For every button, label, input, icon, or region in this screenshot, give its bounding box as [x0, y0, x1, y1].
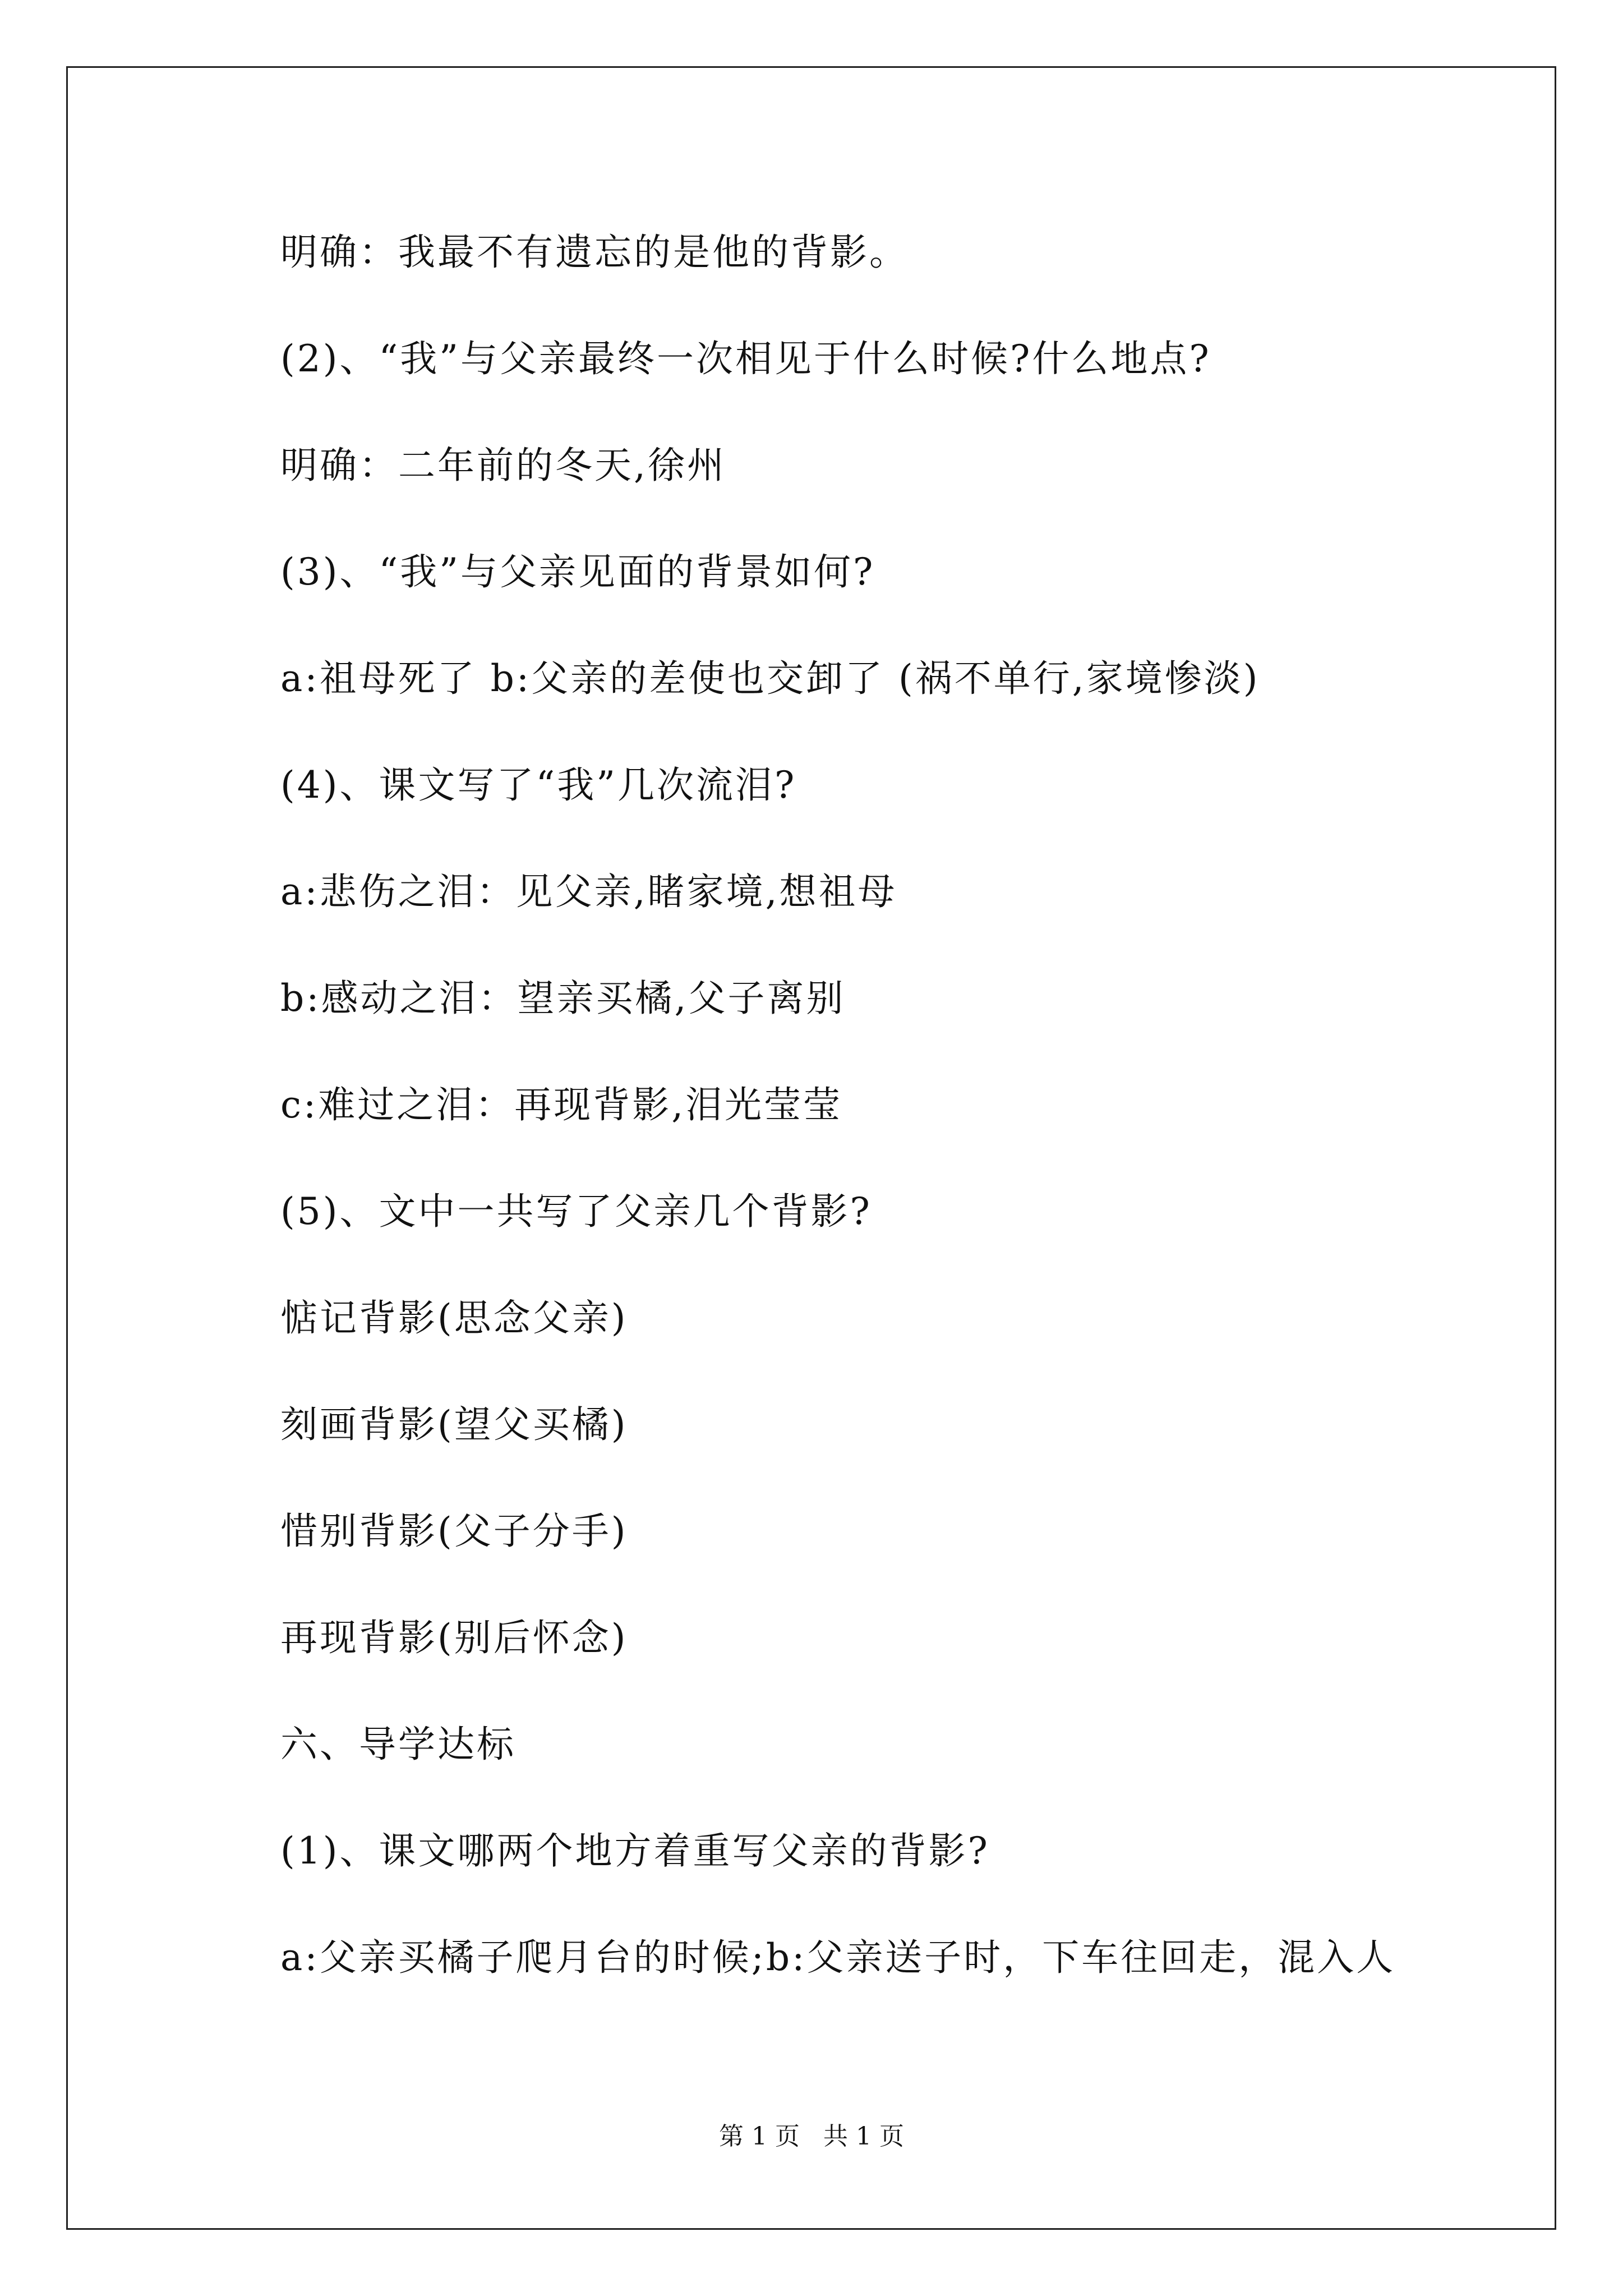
text-line: a:悲伤之泪：见父亲,睹家境,想祖母: [280, 870, 897, 913]
text-line: 刻画背影(望父买橘): [280, 1403, 628, 1446]
section-heading: 六、导学达标: [280, 1723, 516, 1766]
text-line: (3)、“我”与父亲见面的背景如何?: [280, 550, 875, 593]
text-line: (4)、课文写了“我”几次流泪?: [280, 763, 797, 807]
text-line: 惜别背影(父子分手): [280, 1510, 628, 1553]
text-line: (1)、课文哪两个地方着重写父亲的背影?: [280, 1829, 990, 1872]
text-line: (2)、“我”与父亲最终一次相见于什么时候?什么地点?: [280, 337, 1211, 380]
text-line: a:祖母死了 b:父亲的差使也交卸了 (祸不单行,家境惨淡): [280, 657, 1260, 700]
text-line: 再现背影(别后怀念): [280, 1616, 628, 1659]
text-line: b:感动之泪：望亲买橘,父子离别: [280, 977, 846, 1020]
text-line: 明确：二年前的冬天,徐州: [280, 444, 726, 487]
text-line: a:父亲买橘子爬月台的时候;b:父亲送子时，下车往回走，混入人: [280, 1936, 1396, 1979]
text-line: (5)、文中一共写了父亲几个背影?: [280, 1190, 872, 1233]
text-line: c:难过之泪：再现背影,泪光莹莹: [280, 1083, 843, 1126]
text-line: 惦记背影(思念父亲): [280, 1296, 628, 1340]
text-line: 明确：我最不有遗忘的是他的背影。: [280, 231, 909, 274]
page-number-footer: 第 1 页 共 1 页: [719, 2122, 904, 2151]
document-body: [280, 224, 1514, 2036]
